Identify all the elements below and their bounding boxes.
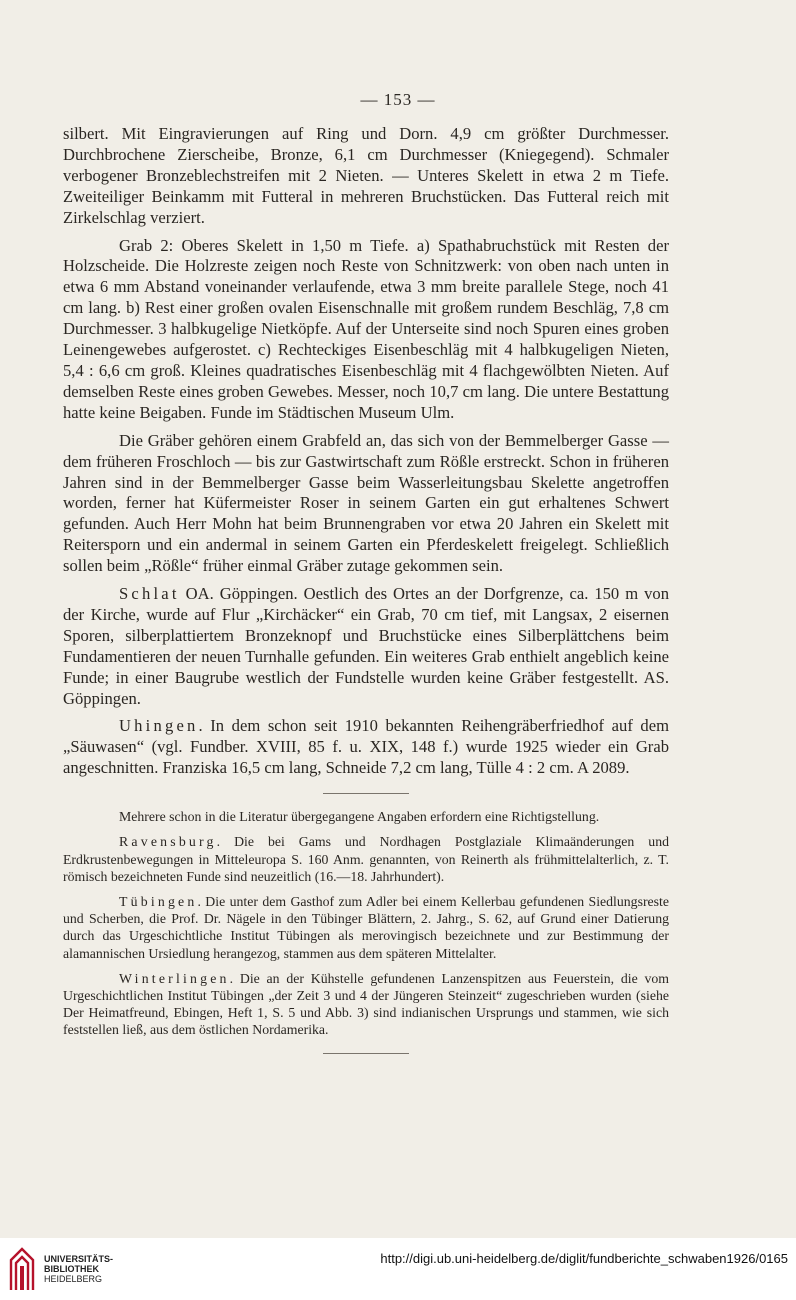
paragraph-grave-field: Die Gräber gehören einem Grabfeld an, das sich von der Bemmelberger Gasse — dem früheren Froschloch — bis zur Gastwirtschaft zum Rößle erstreckt. Schon in früheren Jahren sind in der Bemmelberger Gasse beim Wasserleitungsbau Skelette angetroffen worden, ferner hat Küfermeister Roser in seinem Garten ein gut erhaltenes Schwert gefunden. Auch Herr Mohn hat beim Brunnengraben vor etwa 20 Jahren ein Skelett mit Reitersporn und ein andermal in seinem Garten ein Pferdeskelett freigelegt. Schließlich sollen beim „Rößle“ früher einmal Gräber zutage gekommen sein. [63,430,669,576]
place-name-winterlingen: Winterlingen [119,970,230,986]
library-name-line-3: HEIDELBERG [44,1274,103,1284]
note-winterlingen [63,970,669,1039]
corrections-section [63,808,669,1038]
paragraph-grave-1-end: silbert. Mit Eingravierungen auf Ring und Dorn. 4,9 cm größter Durchmesser. Durchbrochene Zierscheibe, Bronze, 6,1 cm Durchmesser (Kniegegend). Schmaler verbogener Bronzeblechstreifen mit 2 Nieten. — Unteres Skelett in etwa 2 m Tiefe. Zweiteiliger Beinkamm mit Futteral in mehreren Bruchstücken. Das Futteral reich mit Zirkelschlag verziert. [63,124,669,227]
place-name-ravensburg: Ravensburg [119,834,217,850]
library-name [44,1254,113,1284]
note-ravensburg [63,833,669,885]
place-name-uhingen: Uhingen [119,716,199,736]
note-tuebingen [63,893,669,962]
place-name-tuebingen: Tübingen [119,894,198,909]
paragraph-schlat [63,584,669,709]
page-number: — 153 — [360,90,436,109]
paragraph-uhingen-body: . In dem schon seit 1910 bekannten Reihengräberfriedhof auf dem „Säuwasen“ (vgl. Fundber. XVIII, 85 f. u. XIX, 148 f.) wurde 1925 wieder ein Grab angeschnitten. Franziska 16,5 cm lang, Schneide 7,2 cm lang, Tülle 4 : 2 cm. A 2089. [63,716,669,778]
note-intro: Mehrere schon in die Literatur übergegangene Angaben erfordern eine Richtigstellung. [119,809,600,825]
place-name-schlat: Schlat [119,584,180,604]
library-name-line-2: BIBLIOTHEK [44,1264,99,1274]
section-divider [323,793,409,794]
paragraph-schlat-body: OA. Göppingen. Oestlich des Ortes an der Dorfgrenze, ca. 150 m von der Kirche, wurde auf Flur „Kirchäcker“ ein Grab, 70 cm tief, mit Langsax, 2 eisernen Sporen, silberplattiertem Bronzeknopf und Bruchstücke eines Silberplättchens beim Fundamentieren der neuen Turnhalle gefunden. Ein weiteres Grab enthielt angeblich keine Funde; in einer Baugrube westlich der Fundstelle wurden keine Gräber festgestellt. AS. Göppingen. [63,584,669,708]
library-name-line-1: UNIVERSITÄTS- [44,1254,114,1264]
paragraph-grave-2: Grab 2: Oberes Skelett in 1,50 m Tiefe. a) Spathabruchstück mit Resten der Holzscheide. Die Holzreste zeigen noch Reste von Schnitzwerk: von oben nach unten in etwa 6 mm Abstand voneinander verlaufende, etwa 3 mm breite parallele Stege, noch 41 cm lang. b) Rest einer großen ovalen Eisenschnalle mit großem rundem Beschläg, 7,8 cm Durchmesser. 3 halbkugelige Nietköpfe. Auf der Unterseite sind noch Spuren eines groben Leinengewebes aufgerostet. c) Rechteckiges Eisenbeschläg mit 4 halbkugeligen Nieten, 5,4 : 6,6 cm groß. Kleines quadratisches Eisenbeschläg mit 4 flachgewölbten Nieten. Auf demselben Reste eines groben Gewebes. Messer, noch 10,7 cm lang. Die untere Bestattung hatte keine Beigaben. Funde im Städtischen Museum Ulm. [63,235,669,422]
paragraph-uhingen [63,716,669,779]
end-divider [323,1053,409,1054]
note-tuebingen-body: . Die unter dem Gasthof zum Adler bei einem Kellerbau gefundenen Siedlungsreste und Scherben, die Prof. Dr. Nägele in den Tübinger Blättern, 2. Jahrg., S. 62, auf Grund einer Datierung durch das Urgeschichtliche Institut Tübingen als merovingisch bezeichnete und zur Bestimmung der alamannischen Ursiedlung herangezog, stammen aus dem späteren Mittelalter. [63,894,669,961]
source-url-link[interactable]: http://digi.ub.uni-heidelberg.de/diglit/fundberichte_schwaben1926/0165 [380,1251,788,1266]
footer-bar [0,1238,796,1300]
main-text [63,124,669,1068]
note-ravensburg-body: . Die bei Gams und Nordhagen Postglaziale Klimaänderungen und Erdkrustenbewegungen in Mitteleuropa S. 160 Anm. genannten, von Reinerth als frühmittelalterlich, z. T. römisch bezeichneten Funde sind neuzeitlich (16.—18. Jahrhundert). [63,834,669,884]
library-logo-icon [8,1246,36,1292]
note-winterlingen-body: . Die an der Kühstelle gefundenen Lanzenspitzen aus Feuerstein, die vom Urgeschichtlichen Institut Tübingen „der Zeit 3 und 4 der Jüngeren Steinzeit“ zugeschrieben wurden (siehe Der Heimatfreund, Ebingen, Heft 1, S. 5 und Abb. 3) sind indianischen Ursprungs und stammen, wie sich feststellen ließ, aus dem östlichen Nordamerika. [63,970,669,1038]
